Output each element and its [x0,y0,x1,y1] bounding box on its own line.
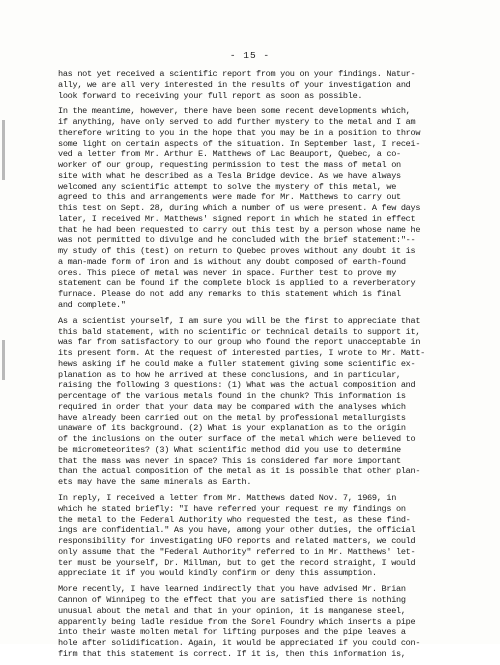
paragraph [58,69,488,101]
text-line: welcomed any scientific attempt to solve the mystery of this metal, we [58,181,397,192]
text-line: of the inclusions on the outer surface of the metal which were believed to [58,434,416,445]
scan-edge-mark [2,340,5,380]
text-line: statement can be found if the complete block is applied to a reverberatory [58,278,416,289]
text-line: raising the following 3 questions: (1) What was the actual composition and [58,380,416,391]
text-line: a man-made form of iron and is without any doubt composed of earth-found [58,256,406,267]
text-line: ally, we are all very interested in the results of your investigation and [58,79,411,90]
text-line: As a scientist yourself, I am sure you will be the first to appreciate that [58,315,421,326]
text-line: More recently, I have learned indirectly that you have advised Mr. Brian [58,584,406,595]
paragraph [58,584,488,659]
text-line: that he had been requested to carry out this test by a person whose name he [58,224,421,235]
text-line: Cannon of Winnipeg to the effect that you are satisfied there is nothing [58,595,406,605]
text-line: my study of this (test) on return to Quebec proves without any doubt it is [58,246,416,257]
text-line: ings are confidential." As you have, among your other duties, the official [58,525,416,536]
text-line: firm that this statement is correct. If it is, then this information is, [58,648,406,659]
text-line: into their waste molten metal for lifting purposes and the pipe leaves a [58,627,406,638]
text-line: have already been carried out on the metal by professional metallurgists [58,412,406,423]
text-line: apparently being ladle residue from the Sorel Foundry which inserts a pipe [58,616,416,627]
paragraph [58,493,488,579]
text-line: percentage of the various metals found in the chunk? This information is [58,391,406,402]
text-line: hole after solidification. Again, it would be appreciated if you could con- [58,638,421,648]
text-line: later, I received Mr. Matthews' signed report in which he stated in effect [58,213,416,224]
text-line: this bald statement, with no scientific or technical details to support it, [58,326,421,337]
text-line: unaware of its background. (2) What is your explanation as to the origin [58,423,406,434]
page-number: - 15 - [229,50,271,61]
text-line: ter must be yourself, Dr. Millman, but to get the record straight, I would [58,557,416,568]
text-line: unusual about the metal and that in your opinion, it is manganese steel, [58,605,406,616]
text-line: and complete." [58,299,126,310]
text-line: has not yet received a scientific report from you on your findings. Natur- [58,69,416,79]
text-line: look forward to receiving your full report as soon as possible. [58,90,363,101]
text-line: ores. This piece of metal was never in space. Further test to prove my [58,267,397,278]
text-line: ets may have the same minerals as Earth. [58,477,252,488]
text-line: furnace. Please do not add any remarks to this statement which is final [58,289,401,300]
text-line: was far from satisfactory to our group who found the report unacceptable in [58,337,421,348]
text-line: agreed to this and arrangements were made for Mr. Matthews to carry out [58,192,401,203]
text-line: In the meantime, however, there have been some recent developments which, [58,106,411,117]
text-line: planation as to how he arrived at these conclusions, and in particular, [58,369,401,380]
paragraph [58,316,488,488]
text-line: In reply, I received a letter from Mr. Matthews dated Nov. 7, 1969, in [58,493,397,504]
text-line: worker of our group, requesting permission to test the mass of metal on [58,160,401,171]
text-line: was not permitted to divulge and he concluded with the brief statement:"-- [58,235,416,246]
text-line: some light on certain aspects of the situation. In September last, I recei- [58,138,421,149]
text-line: required in order that your data may be compared with the analyses which [58,401,406,412]
text-line: which he stated briefly: "I have referred your request re my findings on [58,503,406,514]
text-line: site with what he described as a Tesla Bridge device. As we have always [58,170,401,181]
text-line: than the actual composition of the metal as it is possible that other plan- [58,466,421,477]
text-line: therefore writing to you in the hope that you may be in a position to throw [58,127,421,138]
text-line: responsibility for investigating UFO reports and related matters, we could [58,536,416,547]
text-line: appreciate it if you would kindly confirm or deny this assumption. [58,568,377,579]
letter-body [58,69,488,665]
text-line: its present form. At the request of interested parties, I wrote to Mr. Matt- [58,348,426,359]
text-line: only assume that the "Federal Authority" referred to in Mr. Matthews' let- [58,546,416,557]
text-line: if anything, have only served to add further mystery to the metal and I am [58,117,416,128]
text-line: be micrometeorites? (3) What scientific method did you use to determine [58,444,401,455]
text-line: that the mass was never in space? This is considered far more important [58,455,401,466]
text-line: this test on Sept. 28, during which a number of us were present. A few days [58,203,421,214]
paragraph [58,106,488,310]
text-line: ved a letter from Mr. Arthur E. Matthews of Lac Beauport, Quebec, a co- [58,149,401,160]
text-line: hews asking if he could make a fuller statement giving some scientific ex- [58,358,416,369]
scan-edge-mark [2,120,5,180]
text-line: the metal to the Federal Authority who requested the test, as these find- [58,514,411,525]
